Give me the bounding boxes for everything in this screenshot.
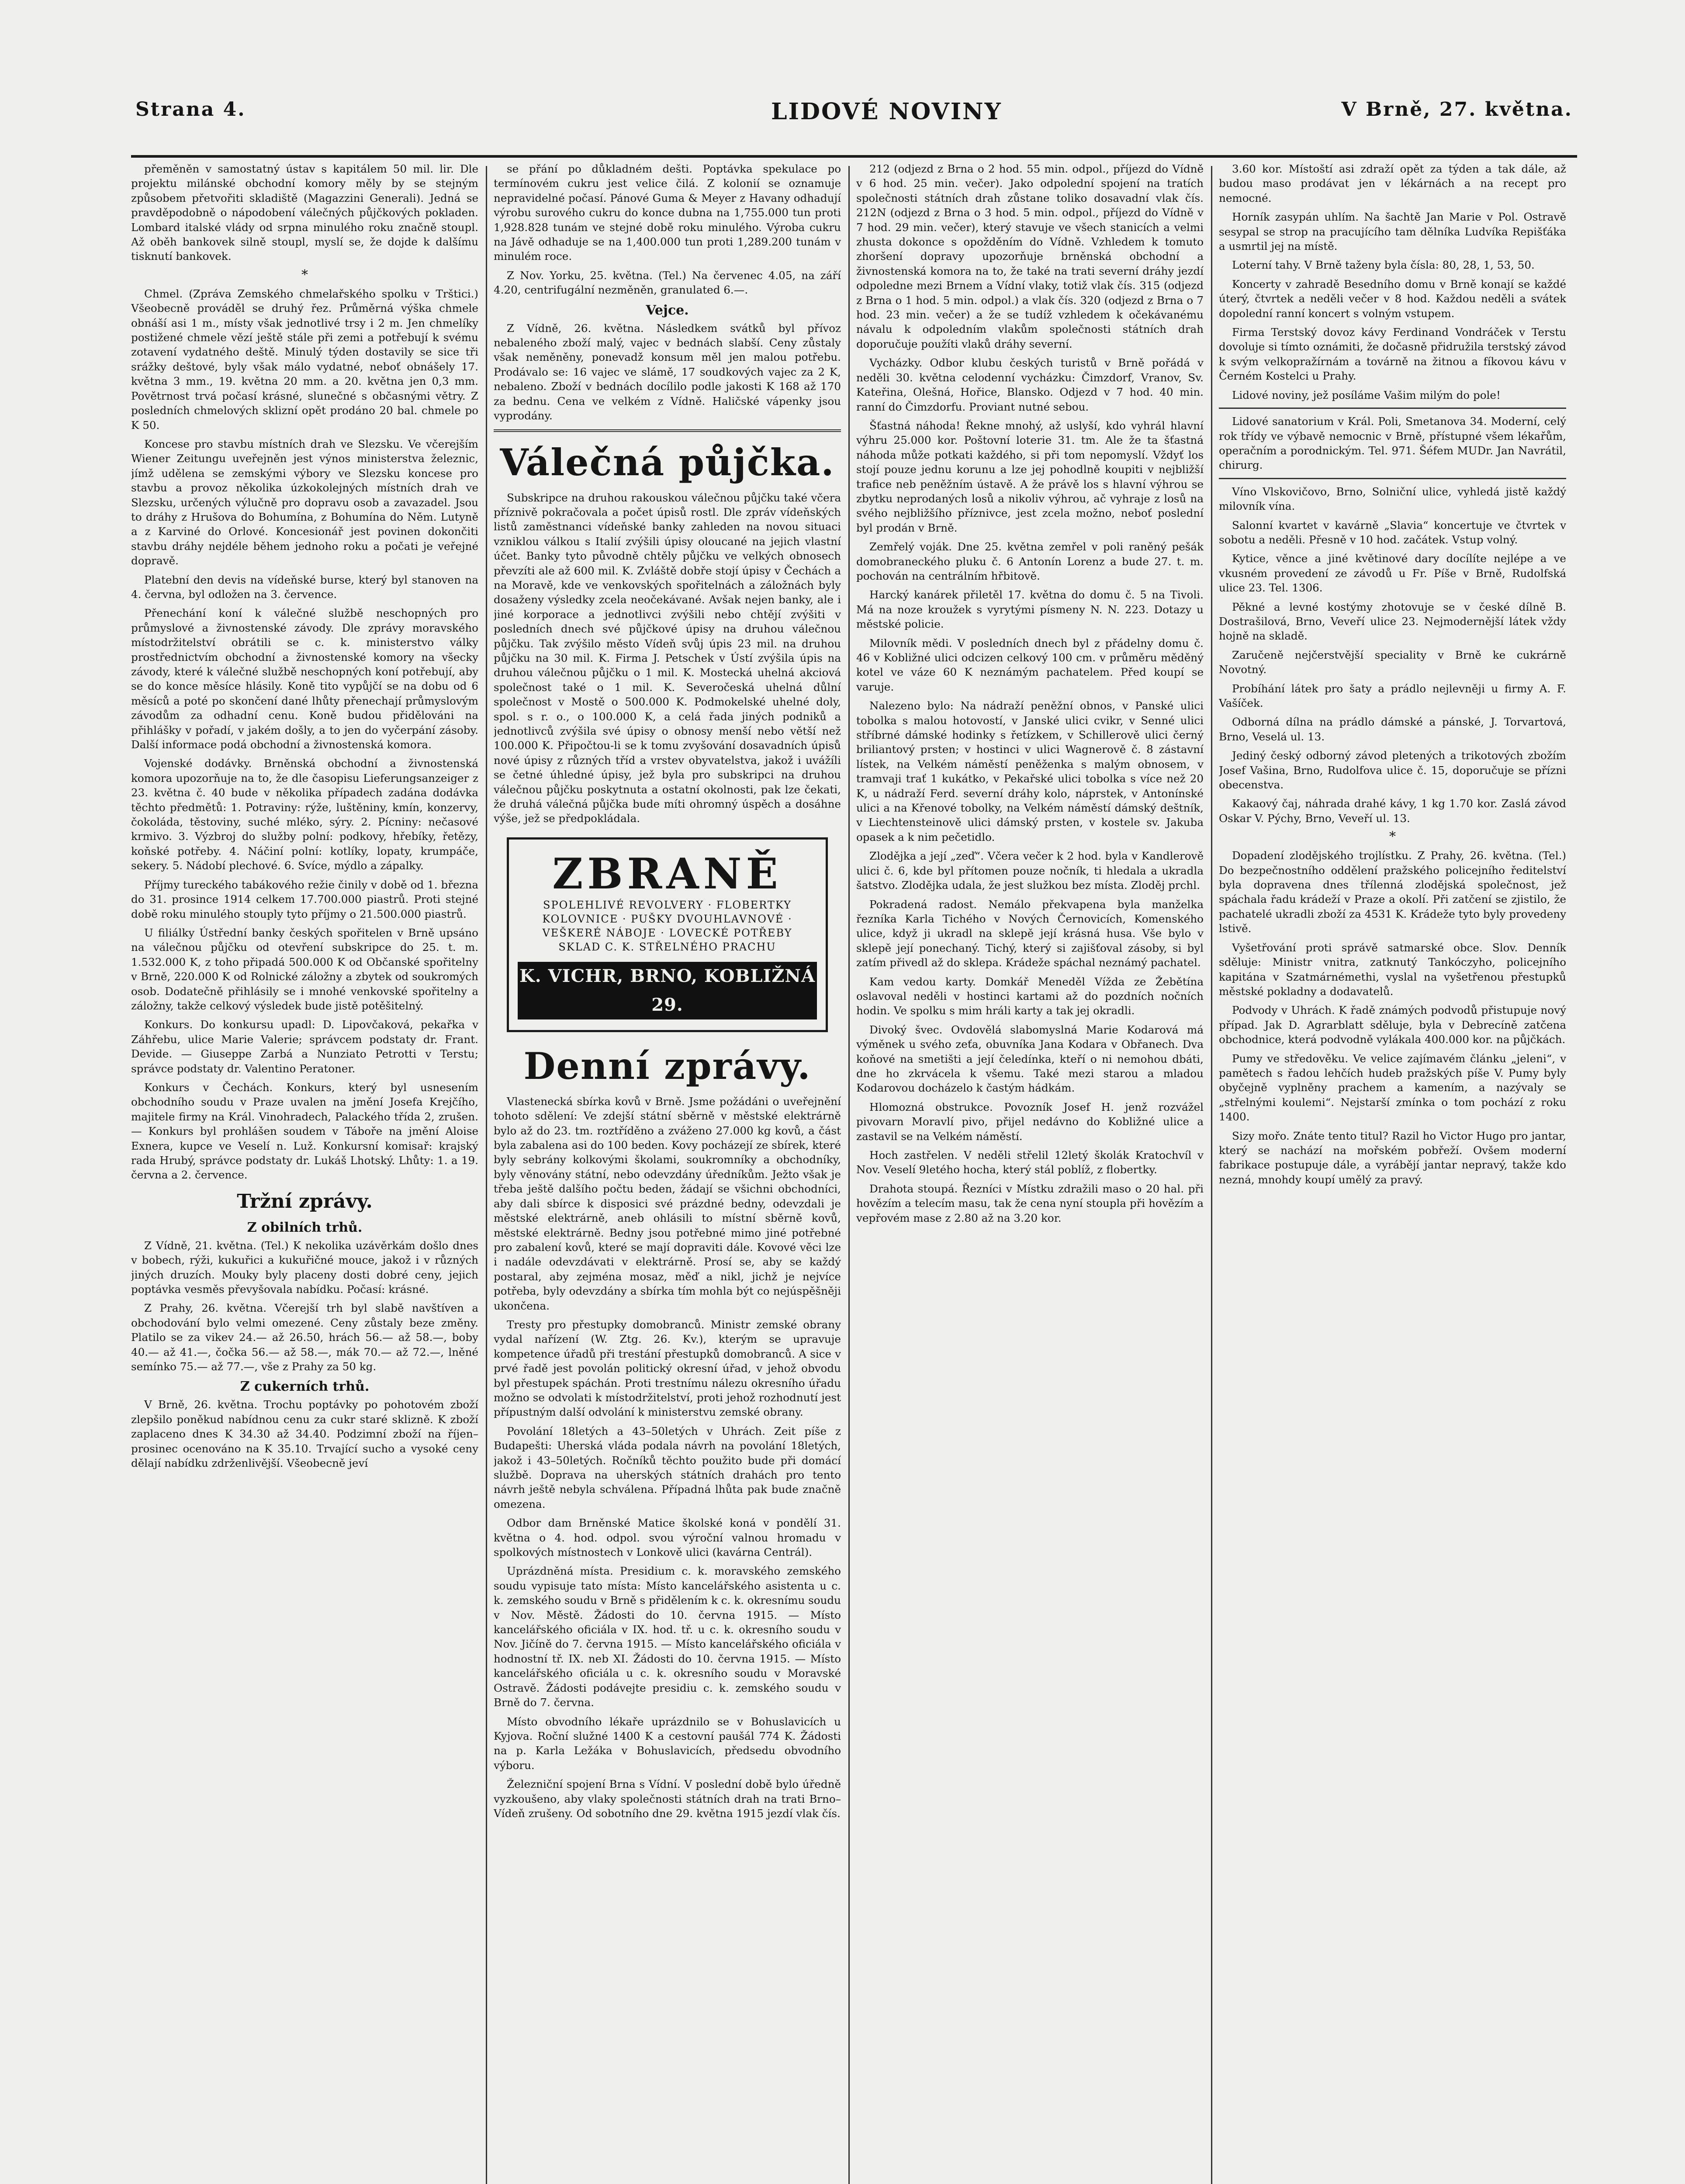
article-tabak: Příjmy tureckého tabákového režie činily v době od 1. března do 31. prosince 1914 celkem 17.700.000 piastrů. Proti stejné době roku minulého stouply tyto příjmy o 21.500.000 piastrů. (131, 878, 478, 920)
notice-pradlo: Odborná dílna na prádlo dámské a pánské, J. Torvartová, Brno, Veselá ul. 13. (1219, 715, 1566, 743)
section-heading-trzni-zpravy: Tržní zprávy. (237, 1190, 373, 1213)
notice-kostymy: Pěkné a levné kostýmy zhotovuje se v české dílně B. Dostrašilová, Brno, Veveří ulice 23. Nejmodernější látek vždy hojně na skladě. (1219, 600, 1566, 643)
article-filialka: U filiálky Ústřední banky českých spořitelen v Brně upsáno na válečnou půjčku od otevření subskripce do 25. t. m. 1.532.000 K, z toho připadá 500.000 K od Občanské spořitelny v Brně, 220.000 K od Rolnické záložny a zbytek od soukromých osob. Dodatečně přihlásily se i mnohé venkovské spořitelny a záložny, takže celkový výsledek bude jistě potěšitelný. (131, 926, 478, 1012)
article-drahota-cont: 3.60 kor. Místoští asi zdraží opět za týden a tak dále, až budou maso prodávat jen v lékárnách a na recept pro nemocné. (1219, 162, 1566, 204)
notice-lidove-noviny: Lidové noviny, jež posíláme Vašim milým do pole! (1232, 388, 1501, 401)
article-vychazky: Vycházky. Odbor klubu českých turistů v Brně pořádá v neděli 30. května celodenní vycházku: Čimzdorf, Vranov, Sv. Kateřina, Olešná, Hořice, Blansko. Odjezd v 7 hod. 40 min. ranní do Čimzdorfu. Proviant nutné sebou. (856, 356, 1204, 413)
article-kam-vedou-karty: Kam vedou karty. Domkář Meneděl Vížda ze Žebětína oslavoval neděli v hostinci kartami až do pozdních nočních hodin. Ve spolku s mim hráli karty a tak jej okradli. (856, 975, 1204, 1017)
article-platebni-den: Platební den devis na vídeňské burse, který byl stanoven na 4. června, byl odložen na 3. července. (131, 573, 478, 601)
separator (494, 429, 841, 432)
article-odbor-dam: Odbor dam Brněnské Matice školské koná v pondělí 31. května o 4. hod. odpol. svou výroční valnou hromadu v spolkových místnostech v Lonkově ulici (kavárna Centrál). (494, 1517, 841, 1559)
ad-address: K. VICHR, BRNO, KOBLIŽNÁ 29. (518, 962, 817, 1019)
section-heading-valecna-pujcka: Válečná půjčka. (500, 440, 835, 484)
article-zemrely-vojak: Zemřelý voják. Dne 25. května zemřel v poli raněný pešák domobraneckého pluku č. 6 Antonín Lorenz a bude 27. t. m. pochován na centrálním hřbitově. (856, 540, 1204, 582)
masthead (131, 98, 1577, 158)
notice-koncerty: Koncerty v zahradě Besedního domu v Brně konají se každé úterý, čtvrtek a neděli večer v 8 hod. Každou neděli a svátek dopolední ranní koncert s volným vstupem. (1219, 277, 1566, 320)
article-sugar-market: V Brně, 26. května. Trochu poptávky po pohotovém zboží zlepšilo poněkud nabídnou cenu za cukr staré sklizně. K zboží zaplaceno dnes K 34.30 až 34.40. Podzimní zboží na říjen–prosinec ocenováno na K 35.10. Trvající sucho a vysoké ceny dělají nabídku zdrženlivější. Všeobecně jeví (131, 1398, 478, 1470)
article-vojenske-dodavky: Vojenské dodávky. Brněnská obchodní a živnostenská komora upozorňuje na to, že dle časopisu Lieferungsanzeiger z 23. května č. 40 bude v několika případech zadána dodávka těchto předmětů: 1. Potraviny: rýže, luštěniny, kmín, konzervy, čokoláda, těstoviny, suché mléko, sýry. 2. Pícniny: nečasové krmivo. 3. Výzbroj do služby polní: podkovy, hřebíky, řetězy, koňské potřeby. 4. Náčiní polní: kotlíky, lopaty, krumpáče, sekery. 5. Nádobí plechové. 6. Svíce, mýdlo a zápalky. (131, 757, 478, 872)
article-konkurs: Konkurs. Do konkursu upadl: D. Lipovčaková, pekařka v Záhřebu, ulice Marie Valerie; správcem podstaty dr. Frant. Devide. — Giuseppe Zarbá a Nunziato Petrotti v Terstu; správce podstaty dr. Valentino Peratoner. (131, 1018, 478, 1075)
column-rule (486, 166, 487, 2184)
column-2 (494, 162, 841, 2184)
article-nalezeno: Nalezeno bylo: Na nádraží peněžní obnos, v Panské ulici tobolka s malou hotovostí, v Janské ulici cvikr, v Senné ulici stříbrné dámské hodinky s řetízkem, v Schillerově ulici černý briliantový prsten; v hostinci v ulici Wagnerově č. 8 zástavní lístek, na Velkém náměstí peněženka s malým obnosem, v tramvaji trať 1 kukátko, v Pekařské ulici tobolka s více než 20 K, u nádraží Ferd. severní dráhy kolo, náprstek, v Antonínské ulici a na Křenové tobolky, na Velkém náměstí dámský deštník, v Liechtensteinově ulici dámský prsten, v kostele sv. Jakuba opasek a k nim pečetidlo. (856, 699, 1204, 843)
subheading-vejce: Vejce. (646, 302, 689, 318)
notice-kakaovy-caj: Kakaový čaj, náhrada drahé kávy, 1 kg 1.70 kor. Zaslá závod Oskar V. Pýchy, Brno, Veveří ul. 13. (1219, 797, 1566, 825)
article-tresty: Tresty pro přestupky domobranců. Ministr zemské obrany vydal nařízení (W. Ztg. 26. Kv.), kterým se upravuje kompetence úřadů při trestání přestupků domobranců. A sice v prvé řadě jest povolán politický okresní úřad, v jehož obvodu byl přestupek spáchán. Proti trestnímu nálezu okresního úřadu možno se odvolati k místodržitelství, proti jehož rozhodnutí jest přípustným další odvolání k ministerstvu zemské obrany. (494, 1318, 841, 1419)
article-chmel: Chmel. (Zpráva Zemského chmelařského spolku v Trštici.) Všeobecně prováděl se druhý řez. Průměrná výška chmele obnáší asi 1 m., místy však jednotlivé trsy i 2 m. Jen chmelíky postižené chmele vězí ještě stále při zemi a potřebují k svému zotavení vydatného deště. Minulý týden dostavily se sice tři srážky deštové, byly však málo vydatné, neboť obnášely 17. května 3 mm., 19. května 20 mm. a 20. května jen 0,3 mm. Povětrnost trvá počasí krásné, slunečné s občasnými větry. Z posledních chmelových sklizní opět prodáno 20 bal. chmele po K 50. (131, 287, 478, 432)
article-uprazdnena-mista: Uprázdněná místa. Presidium c. k. moravského zemského soudu vypisuje tato místa: Místo kancelářského asistenta u c. k. zemského soudu v Brně s přidělením k c. k. okresnímu soudu v Nov. Městě. Žádosti do 10. června 1915. — Místo kancelářského oficiála v IX. hod. tř. u c. k. okresního soudu v Nov. Jičíně do 7. června 1915. — Místo kancelářského oficiála v hodnostní tř. IX. neb XI. Žádosti do 10. června 1915. — Místo kancelářského oficiála u c. k. okresního soudu v Moravské Ostravě. Žádosti podávejte presidiu c. k. zemského soudu v Brně do 7. června. (494, 1565, 841, 1709)
article-drahota: Drahota stoupá. Řezníci v Místku zdražili maso o 20 hal. při hovězím a telecím masu, tak že cena nyní stoupla při hovězím a vepřovém mase z 2.80 až na 3.20 kor. (856, 1182, 1204, 1224)
article-hoch-zastrelen: Hoch zastřelen. V neděli střelil 12letý školák Kratochvíl v Nov. Veselí 9letého hocha, který stál poblíž, z flobertky. (856, 1149, 1204, 1176)
article-zeleznicni-spojeni: Železniční spojení Brna s Vídní. V poslední době bylo úředně vyzkoušeno, aby vlaky společnosti státních drah na trati Brno–Vídeň zrušeny. Od sobotního dne 29. května 1915 jezdí vlak čís. (494, 1778, 841, 1820)
separator (1219, 408, 1566, 409)
ad-line: SKLAD C. K. STŘELNÉHO PRACHU (558, 940, 776, 953)
article-vienna-market: Z Vídně, 21. května. (Tel.) K nekolika uzávěrkám došlo dnes v bobech, rýži, kukuřici a kukuřičné mouce, jakož i v různých jiných druzích. Mouky byly placeny dosti dobré ceny, jejich poptávka vesměs převyšovala nabídku. Počasí: krásné. (131, 1239, 478, 1296)
article-hornik: Horník zasypán uhlím. Na šachtě Jan Marie v Pol. Ostravě sesypal se strop na pracujícího tam dělníka Ludvíka Repišťáka a usmrtil jej na místě. (1219, 211, 1566, 253)
column-1 (131, 162, 478, 2184)
article-loterni-tahy: Loterní tahy. V Brně taženy byla čísla: 80, 28, 1, 53, 50. (1232, 259, 1535, 272)
article-war-loan: Subskripce na druhou rakouskou válečnou půjčku také včera příznivě pokračovala a počet úpisů rostl. Dle zpráv vídeňských listů zaměstnanci vídeňské banky zahleden na novou situaci vzniklou válkou s Italií zvýšili úpisy oloucané na jejich vlastní účet. Banky tyto původně chtěly půjčku ve velkých obnosech převzíti ale až 600 mil. K. Zvláště dobře stojí úpisy v Čechách a na Moravě, kde ve venkovských spořitelnách a záložnách byly dosaženy výsledky zcela neočekávané. Avšak nejen banky, ale i jiné korporace a jednotlivci zvýšili nebo chtějí zvýšiti v posledních dnech své půjčkové úpisy na druhou válečnou půjčku. Tak zvýšilo město Vídeň svůj úpis 23 mil. na druhou půjčku na 30 mil. K. Firma J. Petschek v Ústí zvýšila úpis na druhou válečnou půjčku o 1 mil. K. Mostecká uhelná akciová společnost také o 1 mil. K. Severočeská uhelná důlní společnost v Mostě o 500.000 K. Podmokelské uhelné doly, spol. s r. o., o 100.000 K, a celá řada jiných podniků a jednotlivců zvýšila své úpisy o obnosy menší nebo větší než 100.000 K. Připočtou-li se k tomu zvyšování dosavadních úpisů nové úpisy z různých tříd a vrstev obyvatelstva, jakož i uvážíli se četné úhledné úpisy, jež byla pro subskripci na druhou válečnou půjčku poskytnuta a ostatní okolnosti, pak lze čekati, že druhá válečná půjčka bude míti ohromný úspěch a dosáhne výše, jež se předpokládala. (494, 491, 841, 825)
notice-sanatorium: Lidové sanatorium v Král. Poli, Smetanova 34. Moderní, celý rok třídy ve výbavě nemocnic v Brně, přístupné všem lékařům, operačním a porodnickým. Tel. 971. Šéfem MUDr. Jan Navrátil, chirurg. (1219, 415, 1566, 472)
column-3 (856, 162, 1204, 2184)
article-konkurs-cechy: Konkurs v Čechách. Konkurs, který byl usnesením obchodního soudu v Praze uvalen na jmění Josefa Krejčího, majitele firmy na Král. Vinohradech, Palackého třída 2, zrušen. — Konkurs byl prohlášen soudem v Táboře na jmění Aloise Exnera, kupce ve Veselí n. Luž. Konkursní komisař: krajský rada Hrubý, správce podstaty dr. Lukáš Lhotský. Lhůty: 1. a 19. června a 2. července. (131, 1081, 478, 1182)
article-koncese: Koncese pro stavbu místních drah ve Slezsku. Ve včerejším Wiener Zeitungu uveřejněn jest výnos ministerstva železnic, jímž udělena se zemskými výbory ve Slezsku koncese pro stavbu a provoz několika úzkokolejných místních drah ve Slezsku, určených výlučně pro dopravu osob a zavazadel. Jsou to dráhy z Hrušova do Bohumína, z Bohumína do Něm. Lutyně a z Karviné do Orlové. Koncesionář jest povinen dokončiti stavbu dráhy nejdéle během jednoho roku a počati je veřejné dopravě. (131, 437, 478, 567)
subheading-cukerni-trhy: Z cukerních trhů. (240, 1379, 370, 1395)
article-kanarek: Harcký kanárek přiletěl 17. května do domu č. 5 na Tivoli. Má na noze kroužek s vyrytými písmeny N. N. 223. Dotazy u městské policie. (856, 588, 1204, 631)
article-pokradena-radost: Pokradená radost. Nemálo překvapena byla manželka řezníka Karla Tichého v Nových Černovicích, Komenského ulice, když ji ukradl na sklepě její krásná husa. Vše bylo v sklepě její ponechaný. Tichý, který si zajišťoval zásoby, si byl zatím přivedl až do sklepa. Krádeže spáchal neznámý pachatel. (856, 898, 1204, 969)
page-number: Strana 4. (135, 98, 246, 121)
article-koni: Přenechání koní k válečné službě neschopných pro průmyslové a živnostenské závody. Dle zprávy moravského místodržitelství obrátili se c. k. ministerstvo války prostřednictvím obchodní a živnostenské komory na všecky závody, které k válečné službě neschopných koní potřebují, aby se do konce měsíce hlásily. Koně tito vypůjčí se na dobu od 6 měsíců a poté po skončení dané lhůty přenechají průmyslovým závodům za odhadní cenu. Koně budou přidělováni na přihlášky v pořadí, v jakém došly, a to jen do vyčerpání zásoby. Další informace podá obchodní a živnostenská komora. (131, 607, 478, 751)
newspaper-title: LIDOVÉ NOVINY (771, 98, 1002, 125)
article-sugar-cont: se přání po důkladném dešti. Poptávka spekulace po termínovém cukru jest velice čilá. Z kolonií se oznamuje nepravidelné počasí. Pánové Guma & Meyer z Havany odhadují výrobu surového cukru do konce dubna na 1,755.000 tun proti 1,928.828 tunám ve stejné době roku minulého. Výroba cukru na Jávě odhaduje se na 1,400.000 tun proti 1,289.200 tunám v minulém roce. (494, 162, 841, 263)
notice-kytice: Kytice, věnce a jiné květinové dary docílíte nejlépe a ve vkusném provedení ze závodů u Fr. Píše v Brně, Rudolfská ulice 23. Tel. 1306. (1219, 552, 1566, 594)
section-star: * (1389, 829, 1396, 845)
section-heading-denni-zpravy: Denní zprávy. (523, 1044, 811, 1088)
article-rail-cont: 212 (odjezd z Brna o 2 hod. 55 min. odpol., příjezd do Vídně v 6 hod. 25 min. večer). Jako odpolední spojení na tratích společnosti státních drah zůstane toliko dosavadní vlak čís. 212N (odjezd z Brna o 3 hod. 5 min. odpol., příjezd do Vídně v 7 hod. 29 min. večer), který stavuje ve všech stanicích a velmi zhusta dokonce s opožděním do Vídně. Vzhledem k tomuto zhoršení dopravy upozorňuje brněnská obchodní a živnostenská komora na to, že také na trati severní dráhy jezdí odpoledne mezi Brnem a Vídní vlaky, totiž vlak čís. 315 (odjezd z Brna o 1 hod. 5 min. odpol.) a vlak čís. 320 (odjezd z Brna o 7 hod. 23 min. večer) a že se tudíž vzhledem k očekávanému návalu k odpoledním vlakům společnosti státních drah doporučuje použíti vlaků dráhy severní. (856, 162, 1204, 350)
article-new-york: Z Nov. Yorku, 25. května. (Tel.) Na červenec 4.05, na září 4.20, centrifugální nezměněn, granulated 6.—. (494, 269, 841, 297)
article-prague-market: Z Prahy, 26. května. Včerejší trh byl slabě navštíven a obchodování bylo velmi omezené. Ceny zůstaly beze změny. Platilo se za vikev 24.— až 26.50, hrách 56.— až 58.—, boby 40.— až 41.—, čočka 56.— až 58.—, mák 70.— až 72.—, lněné semínko 75.— až 77.—, vše z Prahy za 50 kg. (131, 1302, 478, 1373)
article-sbirka-kovu: Vlastenecká sbírka kovů v Brně. Jsme požádáni o uveřejnění tohoto sdělení: Ve zdejší státní sběrně v městské elektrárně bylo až do 23. tm. roztříděno a zváženo 27.000 kg kovů, a část byla zabalena asi do 100 beden. Kovy pocházejí ze sbírek, které byly sebrány kolkovými školami, soukromníky a obchodníky, byly věnovány státní, nebo odevzdány úředníkům. Ježto však je třeba ještě dalšího počtu beden, žádají se všichni obchodníci, aby dali sbírce k disposici své prázdné bedny, odevzdali je městské elektrárně, aneb ohlásili to místní sběrně kovů, městské elektrárně. Bedny jsou potřebné mimo jiné potřebné pro zabalení kovů, které se mají dopraviti dále. Kovové věci lze i nadále odevzdávati v elektrárně. Prosí se, aby se každý postaral, aby zejména mosaz, měď a nikl, jichž je nejvíce potřeba, byly odevzdány a sbírka tím mohla být co nejúspěšněji ukončena. (494, 1095, 841, 1312)
notice-salonni-kvartet: Salonní kvartet v kavárně „Slavia“ koncertuje ve čtvrtek v sobotu a neděli. Přesně v 10 hod. začátek. Vstup volný. (1219, 518, 1566, 546)
article-povolani: Povolání 18letých a 43–50letých v Uhrách. Zeit píše z Budapešti: Uherská vláda podala návrh na povolání 18letých, jakož i 43–50letých. Ročníků těchto použito bude při domácí službě. Doprava na uherských státních drahách pro tento návrh ještě nebyla schválena. Případná lhůta pak bude značně omezena. (494, 1424, 841, 1510)
article-milovnik-medi: Milovník mědi. V posledních dnech byl z přádelny domu č. 46 v Kobližné ulici odcizen celkový 100 cm. v průměru měděný kotel ve váze 60 K neznámým pachatelem. Před koupí se varuje. (856, 636, 1204, 693)
article-text: přeměněn v samostatný ústav s kapitálem 50 mil. lir. Dle projektu milánské obchodní komory měly by se stejným způsobem přetvořiti skladiště (Magazzini Generali). Jedná se pravděpodobně o nápodobení válečných půjčkových pokladen. Lombard italské vlády od srpna minulého roku značně stoupl. Až oběh bankovek silně stoupl, myslí se, že dojde k dalšímu tisknutí bankovek. (131, 162, 478, 263)
article-hlomozna-obstrukce: Hlomozná obstrukce. Povozník Josef H. jenž rozvážel pivovarn Moravlí pivo, přijel nedávno do Kobližné ulice a zastavil se na Velkém náměstí. (856, 1100, 1204, 1143)
article-obvodni-lekar: Místo obvodního lékaře uprázdnilo se v Bohuslavicích u Kyjova. Roční služné 1400 K a cestovní paušál 774 K. Žádosti na p. Karla Ležáka v Bohuslavicích, předsedu obvodního výboru. (494, 1715, 841, 1772)
ad-title: ZBRANĚ (552, 849, 782, 898)
notice-vino: Víno Vlskovičovo, Brno, Solniční ulice, vyhledá jistě každý milovník vína. (1219, 485, 1566, 513)
column-rule (1211, 166, 1212, 2184)
article-zlodejka: Zlodějka a její „zeď“. Včera večer k 2 hod. byla v Kandlerově ulici č. 6, kde byl přítomen pouze nočník, ti hledala a ukradla šatstvo. Zlodějka udala, že jest služkou bez místa. Zloděj prchl. (856, 850, 1204, 892)
article-divoky-svec: Divoký švec. Ovdovělá slabomyslná Marie Kodarová má výměnek u svého zeťa, obuvníka Jana Kodara v Obřanech. Dva koňové na smetišti a její čeledínka, kteří o ni nemohou dbáti, dne ho zkrvácela k všemu. Také mezi starou a mladou Kodarovou docházelo k častým hádkám. (856, 1023, 1204, 1095)
article-stastna-nahoda: Šťastná náhoda! Řekne mnohý, až uslyší, kdo vyhrál hlavní výhru 25.000 kor. Poštovní loterie 31. tm. Ale že ta šťastná náhoda může potkati každého, si při tom nepomyslí. Vždyť los stojí pouze jednu korunu a lze jej pohodlně koupiti v nejbližší trafice neb peněžním ústavě. A že právě los s hlavní výhrou se zbytku neprodaných losů a nikoliv výhrou, ač vyhraje z losů na svého nejbližšího příznivce, jest zcela možno, neboť poslední byl prodán v Brně. (856, 419, 1204, 534)
article-eggs: Z Vídně, 26. května. Následkem svátků byl přívoz nebaleného zboží malý, vajec v bednách slabší. Ceny zůstaly však neměněny, ponevadž konsum měl jen malou potřebu. Prodávalo se: 16 vajec ve slámě, 17 soudkových vajec za 2 K, nebaleno. Zboží v bednách docílilo podle jakosti K 168 až 170 za bednu. Cena ve velkém z Vídně. Haličské vápenky jsou vyprodány. (494, 321, 841, 422)
article-sizy-moro: Sizy mořo. Znáte tento titul? Razil ho Victor Hugo pro jantar, který se nachází na mořském pobřeží. Ovšem moderní fabrikace postupuje dále, a vyrábějí jantar nepravý, takže kdo nezná, mnohdy koupí umělý za pravý. (1219, 1129, 1566, 1186)
ad-line: KOLOVNICE · PUŠKY DVOUHLAVNOVÉ · (542, 912, 792, 925)
article-podvody-uhry: Podvody v Uhrách. K řadě známých podvodů přistupuje nový případ. Jak D. Agrarblatt sděluje, byla v Debrecíně zatčena obchodnice, která podvodně vylákala 400.000 kor. na půjčkách. (1219, 1004, 1566, 1046)
notice-firma-vondracek: Firma Terstský dovoz kávy Ferdinand Vondráček v Terstu dovoluje si tímto oznámiti, že dočasně přidružila terstský závod k svým velkopražírnám a továrně na žitnou a fíkovou kávu v Černém Kostelci u Prahy. (1219, 326, 1566, 383)
column-rule (848, 166, 850, 2184)
article-trojlistek: Dopadení zlodějského trojlístku. Z Prahy, 26. května. (Tel.) Do bezpečnostního oddělení pražského policejního ředitelství byla dopravena dnes třílenná zlodějská společnost, jež spáchala řadu krádeží v Praze a okolí. Při zatčení se zjistilo, že pachatelé ukradli zboží za 4531 K. Krádeže tyto byly provedeny lstivě. (1219, 849, 1566, 935)
notice-cukrarna: Zaručeně nejčerstvější speciality v Brně ke cukrárně Novotný. (1219, 648, 1566, 676)
subheading-obilni-trhy: Z obilních trhů. (247, 1220, 363, 1235)
section-star: * (301, 267, 308, 283)
column-4 (1219, 162, 1566, 2184)
separator (1219, 478, 1566, 479)
ad-line: SPOLEHLIVÉ REVOLVERY · FLOBERTKY (543, 898, 792, 911)
ad-line: VEŠKERÉ NÁBOJE · LOVECKÉ POTŘEBY (542, 926, 792, 939)
article-pumy: Pumy ve středověku. Ve velice zajímavém článku „jeleni“, v pamětech s řadou lehčích hudeb pražských píše V. Pumy byly obyčejně vyplněny prachem a kamením, a nazývaly se „střelnými koulemi“. Nejstarší zmínka o tom pochází z roku 1400. (1219, 1052, 1566, 1123)
advertisement-zbrane (507, 837, 828, 1032)
issue-date: V Brně, 27. května. (1341, 98, 1573, 121)
notice-trikot: Jediný český odborný závod pletených a trikotových zbožím Josef Vašina, Brno, Rudolfova ulice č. 15, doporučuje se přízni obecenstva. (1219, 749, 1566, 791)
notice-latky: Probíhání látek pro šaty a prádlo nejlevněji u firmy A. F. Vašíček. (1219, 682, 1566, 709)
article-satmar: Vyšetřování proti správě satmarské obce. Slov. Denník sděluje: Ministr vnitra, zatknutý Tankóczyho, policejního kapitána v Szatmárnémethi, vyslal na vyšetřenou přestupků městské pokladny a dodavatelů. (1219, 941, 1566, 998)
